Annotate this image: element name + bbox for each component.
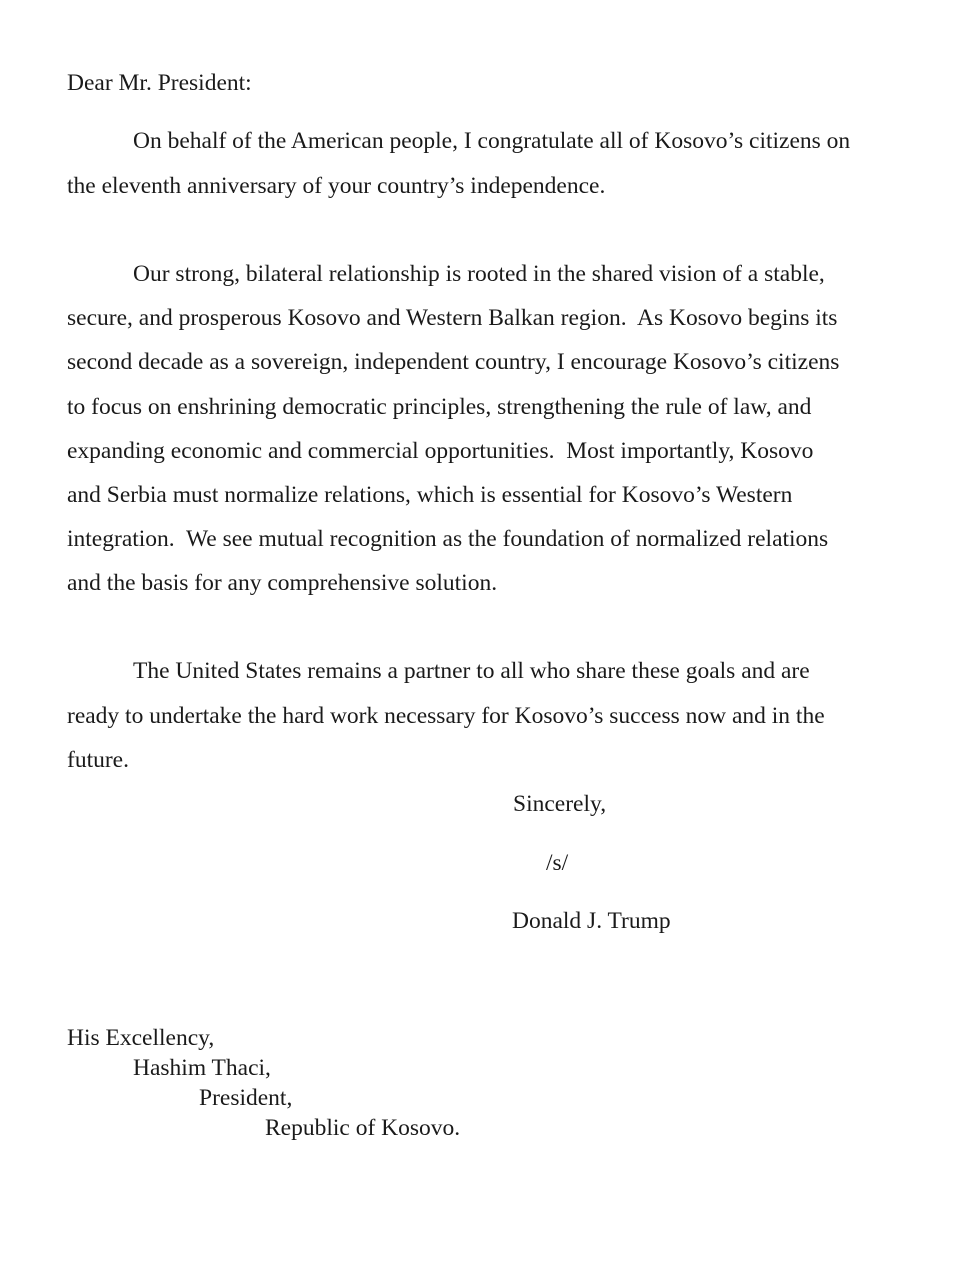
signature: /s/ bbox=[546, 850, 569, 876]
salutation: Dear Mr. President: bbox=[67, 70, 252, 96]
recipient-line-2: Hashim Thaci, bbox=[133, 1055, 271, 1081]
signer-name: Donald J. Trump bbox=[512, 908, 671, 934]
paragraph-3-line-2: ready to undertake the hard work necessary for Kosovo’s success now and in the bbox=[67, 703, 825, 729]
paragraph-2-line-1: Our strong, bilateral relationship is rooted in the shared vision of a stable, bbox=[133, 261, 825, 287]
paragraph-3-line-3: future. bbox=[67, 747, 129, 773]
paragraph-3-line-1: The United States remains a partner to all who share these goals and are bbox=[133, 658, 810, 684]
recipient-line-1: His Excellency, bbox=[67, 1025, 215, 1051]
recipient-line-4: Republic of Kosovo. bbox=[265, 1115, 461, 1141]
paragraph-1-line-1: On behalf of the American people, I congratulate all of Kosovo’s citizens on bbox=[133, 128, 851, 154]
paragraph-1-line-2: the eleventh anniversary of your country’s independence. bbox=[67, 173, 606, 199]
paragraph-2-line-6: and Serbia must normalize relations, which is essential for Kosovo’s Western bbox=[67, 482, 793, 508]
paragraph-2-line-8: and the basis for any comprehensive solution. bbox=[67, 570, 498, 596]
paragraph-2-line-4: to focus on enshrining democratic principles, strengthening the rule of law, and bbox=[67, 394, 812, 420]
recipient-line-3: President, bbox=[199, 1085, 293, 1111]
paragraph-2-line-5: expanding economic and commercial opportunities. Most importantly, Kosovo bbox=[67, 438, 814, 464]
paragraph-2-line-2: secure, and prosperous Kosovo and Western Balkan region. As Kosovo begins its bbox=[67, 305, 838, 331]
closing: Sincerely, bbox=[513, 791, 607, 817]
paragraph-2-line-3: second decade as a sovereign, independent country, I encourage Kosovo’s citizens bbox=[67, 349, 840, 375]
paragraph-2-line-7: integration. We see mutual recognition as the foundation of normalized relations bbox=[67, 526, 829, 552]
